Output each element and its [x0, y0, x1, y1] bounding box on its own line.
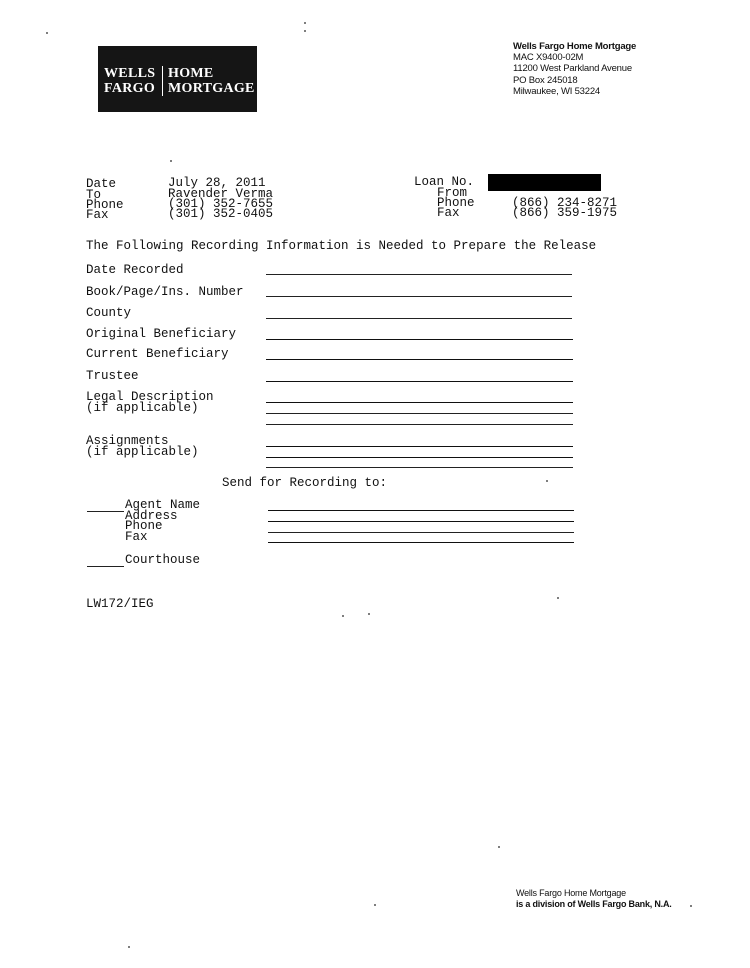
county-label: County — [86, 306, 132, 320]
legal-description-line-2[interactable] — [266, 413, 573, 414]
to-label: To — [86, 188, 102, 202]
scan-speck — [342, 615, 344, 617]
agent-name-label: Agent Name — [125, 498, 201, 512]
scan-speck — [304, 30, 306, 32]
assignments-line-1[interactable] — [266, 446, 573, 447]
from-fax-value: (866) 359-1975 — [512, 206, 618, 220]
assignments-line-2[interactable] — [266, 457, 573, 458]
sender-address — [513, 41, 636, 97]
legal-description-note: (if applicable) — [86, 401, 199, 415]
phone-label: Phone — [86, 198, 124, 212]
logo-divider — [162, 66, 163, 96]
original-beneficiary-line[interactable] — [266, 339, 573, 340]
scan-speck — [304, 22, 306, 24]
scan-speck — [170, 160, 172, 162]
original-beneficiary-label: Original Beneficiary — [86, 327, 237, 341]
send-for-recording-heading: Send for Recording to: — [222, 476, 388, 490]
sender-city: Milwaukee, WI 53224 — [513, 85, 601, 97]
legal-description-line-1[interactable] — [266, 402, 573, 403]
form-heading: The Following Recording Information is Needed to Prepare the Release — [86, 239, 597, 253]
loan-number-label: Loan No. — [414, 175, 475, 189]
trustee-line[interactable] — [266, 381, 573, 382]
date-recorded-line[interactable] — [266, 274, 572, 275]
sender-mac: MAC X9400-02M — [513, 52, 584, 64]
loan-number-redacted — [488, 174, 601, 191]
from-phone-value: (866) 234-8271 — [512, 196, 618, 210]
scan-speck — [368, 613, 370, 615]
book-page-label: Book/Page/Ins. Number — [86, 285, 244, 299]
from-label: From — [437, 186, 468, 200]
agent-phone-line[interactable] — [268, 532, 574, 533]
form-code: LW172/IEG — [86, 597, 154, 611]
fax-value: (301) 352-0405 — [168, 207, 274, 221]
legal-description-line-3[interactable] — [266, 424, 573, 425]
from-fax-label: Fax — [437, 206, 460, 220]
logo-text-home: HOME — [168, 66, 214, 81]
sender-street: 11200 West Parkland Avenue — [513, 63, 632, 75]
date-label: Date — [86, 177, 117, 191]
scan-speck — [374, 904, 376, 906]
scan-speck — [498, 846, 500, 848]
to-value: Ravender Verma — [168, 187, 274, 201]
scan-speck — [46, 32, 48, 34]
sender-po-box: PO Box 245018 — [513, 74, 578, 86]
footer-line-2: is a division of Wells Fargo Bank, N.A. — [516, 899, 672, 909]
logo-text-fargo: FARGO — [104, 81, 156, 96]
footer — [516, 888, 672, 910]
current-beneficiary-label: Current Beneficiary — [86, 347, 229, 361]
book-page-line[interactable] — [266, 296, 572, 297]
courthouse-label: Courthouse — [125, 553, 201, 567]
from-phone-label: Phone — [437, 196, 475, 210]
current-beneficiary-line[interactable] — [266, 359, 573, 360]
address-label: Address — [125, 509, 178, 523]
assignments-line-3[interactable] — [266, 467, 573, 468]
date-value: July 28, 2011 — [168, 176, 266, 190]
phone-value: (301) 352-7655 — [168, 197, 274, 211]
agent-fax-line[interactable] — [268, 542, 574, 543]
scan-speck — [128, 946, 130, 948]
courthouse-checkbox-line[interactable] — [87, 566, 124, 567]
agent-checkbox-line[interactable] — [87, 511, 124, 512]
agent-name-line[interactable] — [268, 510, 574, 511]
scan-speck — [690, 905, 692, 907]
agent-phone-label: Phone — [125, 519, 163, 533]
footer-line-1: Wells Fargo Home Mortgage — [516, 888, 626, 898]
assignments-note: (if applicable) — [86, 445, 199, 459]
fax-label: Fax — [86, 208, 109, 222]
assignments-label: Assignments — [86, 434, 169, 448]
date-recorded-label: Date Recorded — [86, 263, 184, 277]
county-line[interactable] — [266, 318, 572, 319]
trustee-label: Trustee — [86, 369, 139, 383]
logo-text-mortgage: MORTGAGE — [168, 81, 255, 96]
scan-speck — [557, 597, 559, 599]
legal-description-label: Legal Description — [86, 390, 214, 404]
logo-text-wells: WELLS — [104, 66, 156, 81]
sender-name: Wells Fargo Home Mortgage — [513, 41, 637, 52]
agent-fax-label: Fax — [125, 530, 148, 544]
wells-fargo-logo — [98, 46, 257, 112]
address-line[interactable] — [268, 521, 574, 522]
scan-speck — [546, 480, 548, 482]
